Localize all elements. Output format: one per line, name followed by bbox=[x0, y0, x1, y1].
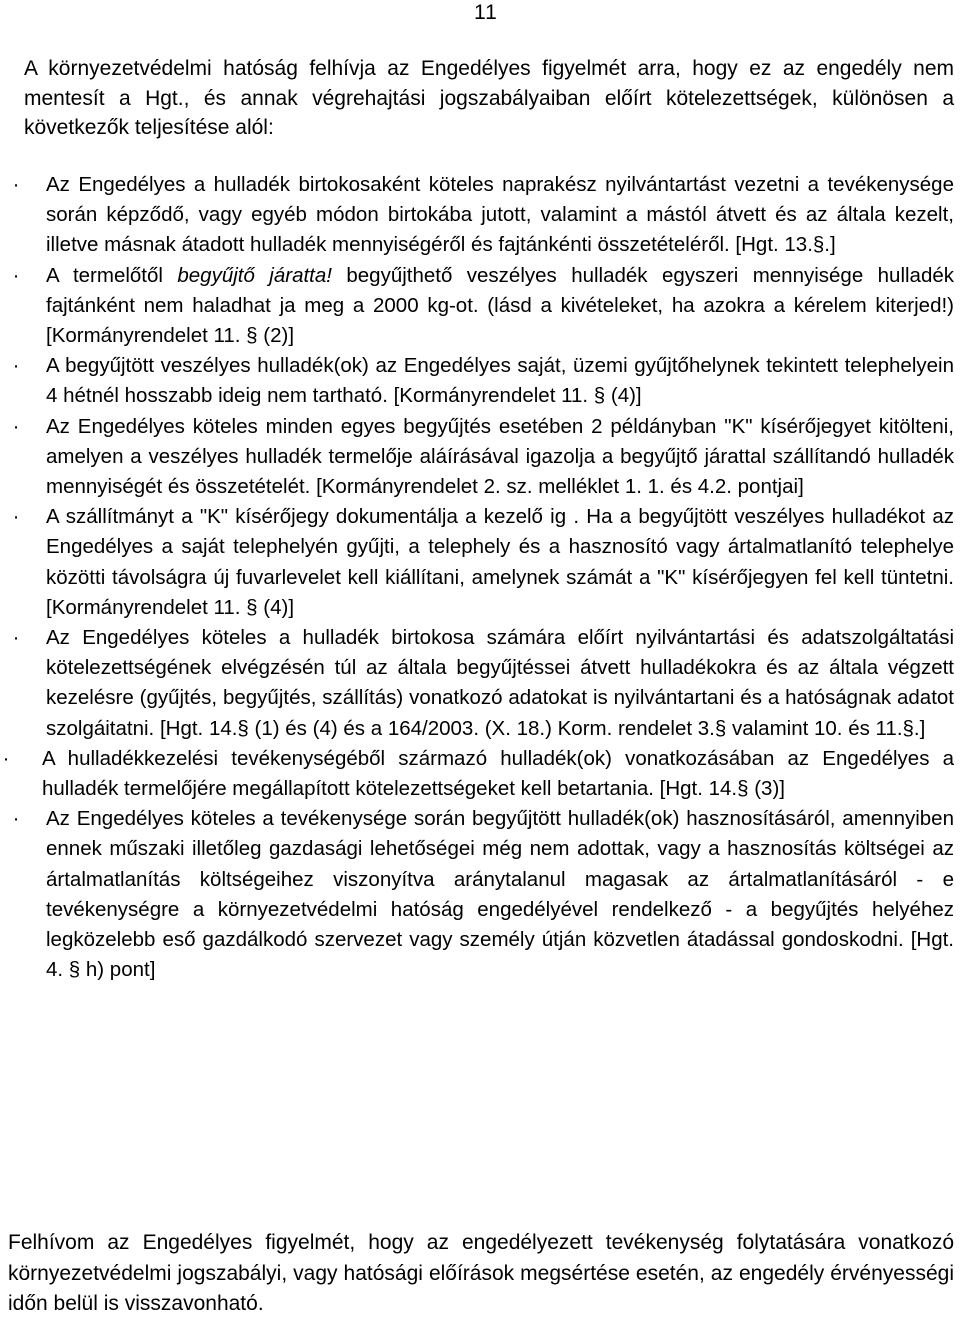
page-number: 11 bbox=[474, 1, 498, 24]
bullet-marker: · bbox=[12, 354, 20, 378]
list-item-emphasis: begyűjtő járatta! bbox=[177, 263, 332, 287]
closing-paragraph: Felhívom az Engedélyes figyelmét, hogy az engedélyezett tevékenység folytatására vonatkozó környezetvédelmi jogszabályi, vagy hatósági előírások megsértése esetén, az engedély érvényességi időn belül is visszavonható. bbox=[8, 1231, 954, 1315]
bullet-marker: · bbox=[12, 505, 20, 529]
list-item-text: A begyűjtött veszélyes hulladék(ok) az Engedélyes saját, üzemi gyűjtőhelynek tekintett telephelyein 4 hétnél hosszabb ideig nem tartható. [Kormányrendelet 11. § (4)] bbox=[46, 354, 954, 408]
bullet-marker: · bbox=[12, 414, 20, 438]
bullet-marker: · bbox=[12, 807, 20, 831]
list-item-lead: A termelőtől bbox=[46, 263, 163, 287]
list-item bbox=[0, 261, 954, 352]
list-item-text: Az Engedélyes köteles a tevékenysége során begyűjtött hulladék(ok) hasznosításáról, amennyiben ennek műszaki illetőleg gazdasági lehetőségei még nem adottak, vagy a hasznosítás költségei az ártalmatlanítás költségeihez viszonyítva aránytalanul magasak az ártalmatlanításáról - e tevékenységre a környezetvédelmi hatóság engedélyével rendelkező - a begyűjtés helyéhez legközelebb eső gazdálkodó szervezet vagy személy útján közvetlen átadással gondoskodni. [Hgt. 4. § h) pont] bbox=[46, 807, 954, 982]
bullet-marker: · bbox=[12, 263, 20, 287]
obligation-list bbox=[0, 170, 960, 985]
list-item-text: A szállítmányt a "K" kísérőjegy dokumentálja a kezelő ig . Ha a begyűjtött veszélyes hulladékot az Engedélyes a saját telephelyén gyűjti, a telephely és a hasznosító vagy ártalmatlanító telephelye közötti távolságra új fuvarlevelet kell kiállítani, amelynek számát a "K" kísérőjegyen fel kell tüntetni. [Kormányrendelet 11. § (4)] bbox=[46, 505, 954, 619]
list-item-text: Az Engedélyes a hulladék birtokosaként köteles naprakész nyilvántartást vezetni a tevékenysége során képződő, vagy egyéb módon birtokába jutott, valamint a mástól átvett és az általa kezelt, illetve másnak átadott hulladék mennyiségéről és fajtánkénti összetételéről. [Hgt. 13.§.] bbox=[46, 173, 954, 257]
list-item bbox=[0, 623, 954, 744]
list-item-text: Az Engedélyes köteles minden egyes begyűjtés esetében 2 példányban "K" kísérőjegyet kitölteni, amelyen a veszélyes hulladék termelője aláírásával igazolja a begyűjtő járattal szállítandó hulladék mennyiségét és összetételét. [Kormányrendelet 2. sz. melléklet 1. 1. és 4.2. pontjai] bbox=[46, 414, 954, 499]
list-item bbox=[0, 502, 954, 623]
list-item-text: A hulladékkezelési tevékenységéből származó hulladék(ok) vonatkozásában az Engedélyes a hulladék termelőjére megállapított kötelezettségeket kell betartania. [Hgt. 14.§ (3)] bbox=[42, 746, 954, 801]
bullet-marker: · bbox=[2, 746, 10, 770]
list-item bbox=[0, 351, 954, 411]
intro-paragraph: A környezetvédelmi hatóság felhívja az Engedélyes figyelmét arra, hogy ez az engedély nem mentesít a Hgt., és annak végrehajtási jogszabályaiban előírt kötelezettségek, különösen a következők teljesítése alól: bbox=[24, 57, 954, 139]
list-item bbox=[0, 804, 954, 985]
bullet-marker: · bbox=[12, 626, 20, 650]
list-item-text: begyűjthető veszélyes hulladék egyszeri mennyisége hulladék fajtánként nem haladhat ja meg a 2000 kg-ot. (lásd a kivételeket, ha azokra a kérelem kiterjed!) [Kormányrendelet 11. § (2)] bbox=[46, 263, 955, 348]
bullet-marker: · bbox=[12, 173, 20, 196]
list-item-text: Az Engedélyes köteles a hulladék birtokosa számára előírt nyilvántartási és adatszolgáltatási kötelezettségének elvégzésén túl az általa begyűjtéssei átvett hulladékokra és az általa végzett kezelésre (gyűjtés, begyűjtés, szállítás) vonatkozó adatokat is nyilvántartani és a hatóságnak adatot szolgáitatni. [Hgt. 14.§ (1) és (4) és a 164/2003. (X. 18.) Korm. rendelet 3.§ valamint 10. és 11.§.] bbox=[46, 626, 954, 740]
list-item bbox=[0, 412, 954, 503]
list-item bbox=[0, 744, 954, 804]
list-item bbox=[0, 170, 954, 261]
